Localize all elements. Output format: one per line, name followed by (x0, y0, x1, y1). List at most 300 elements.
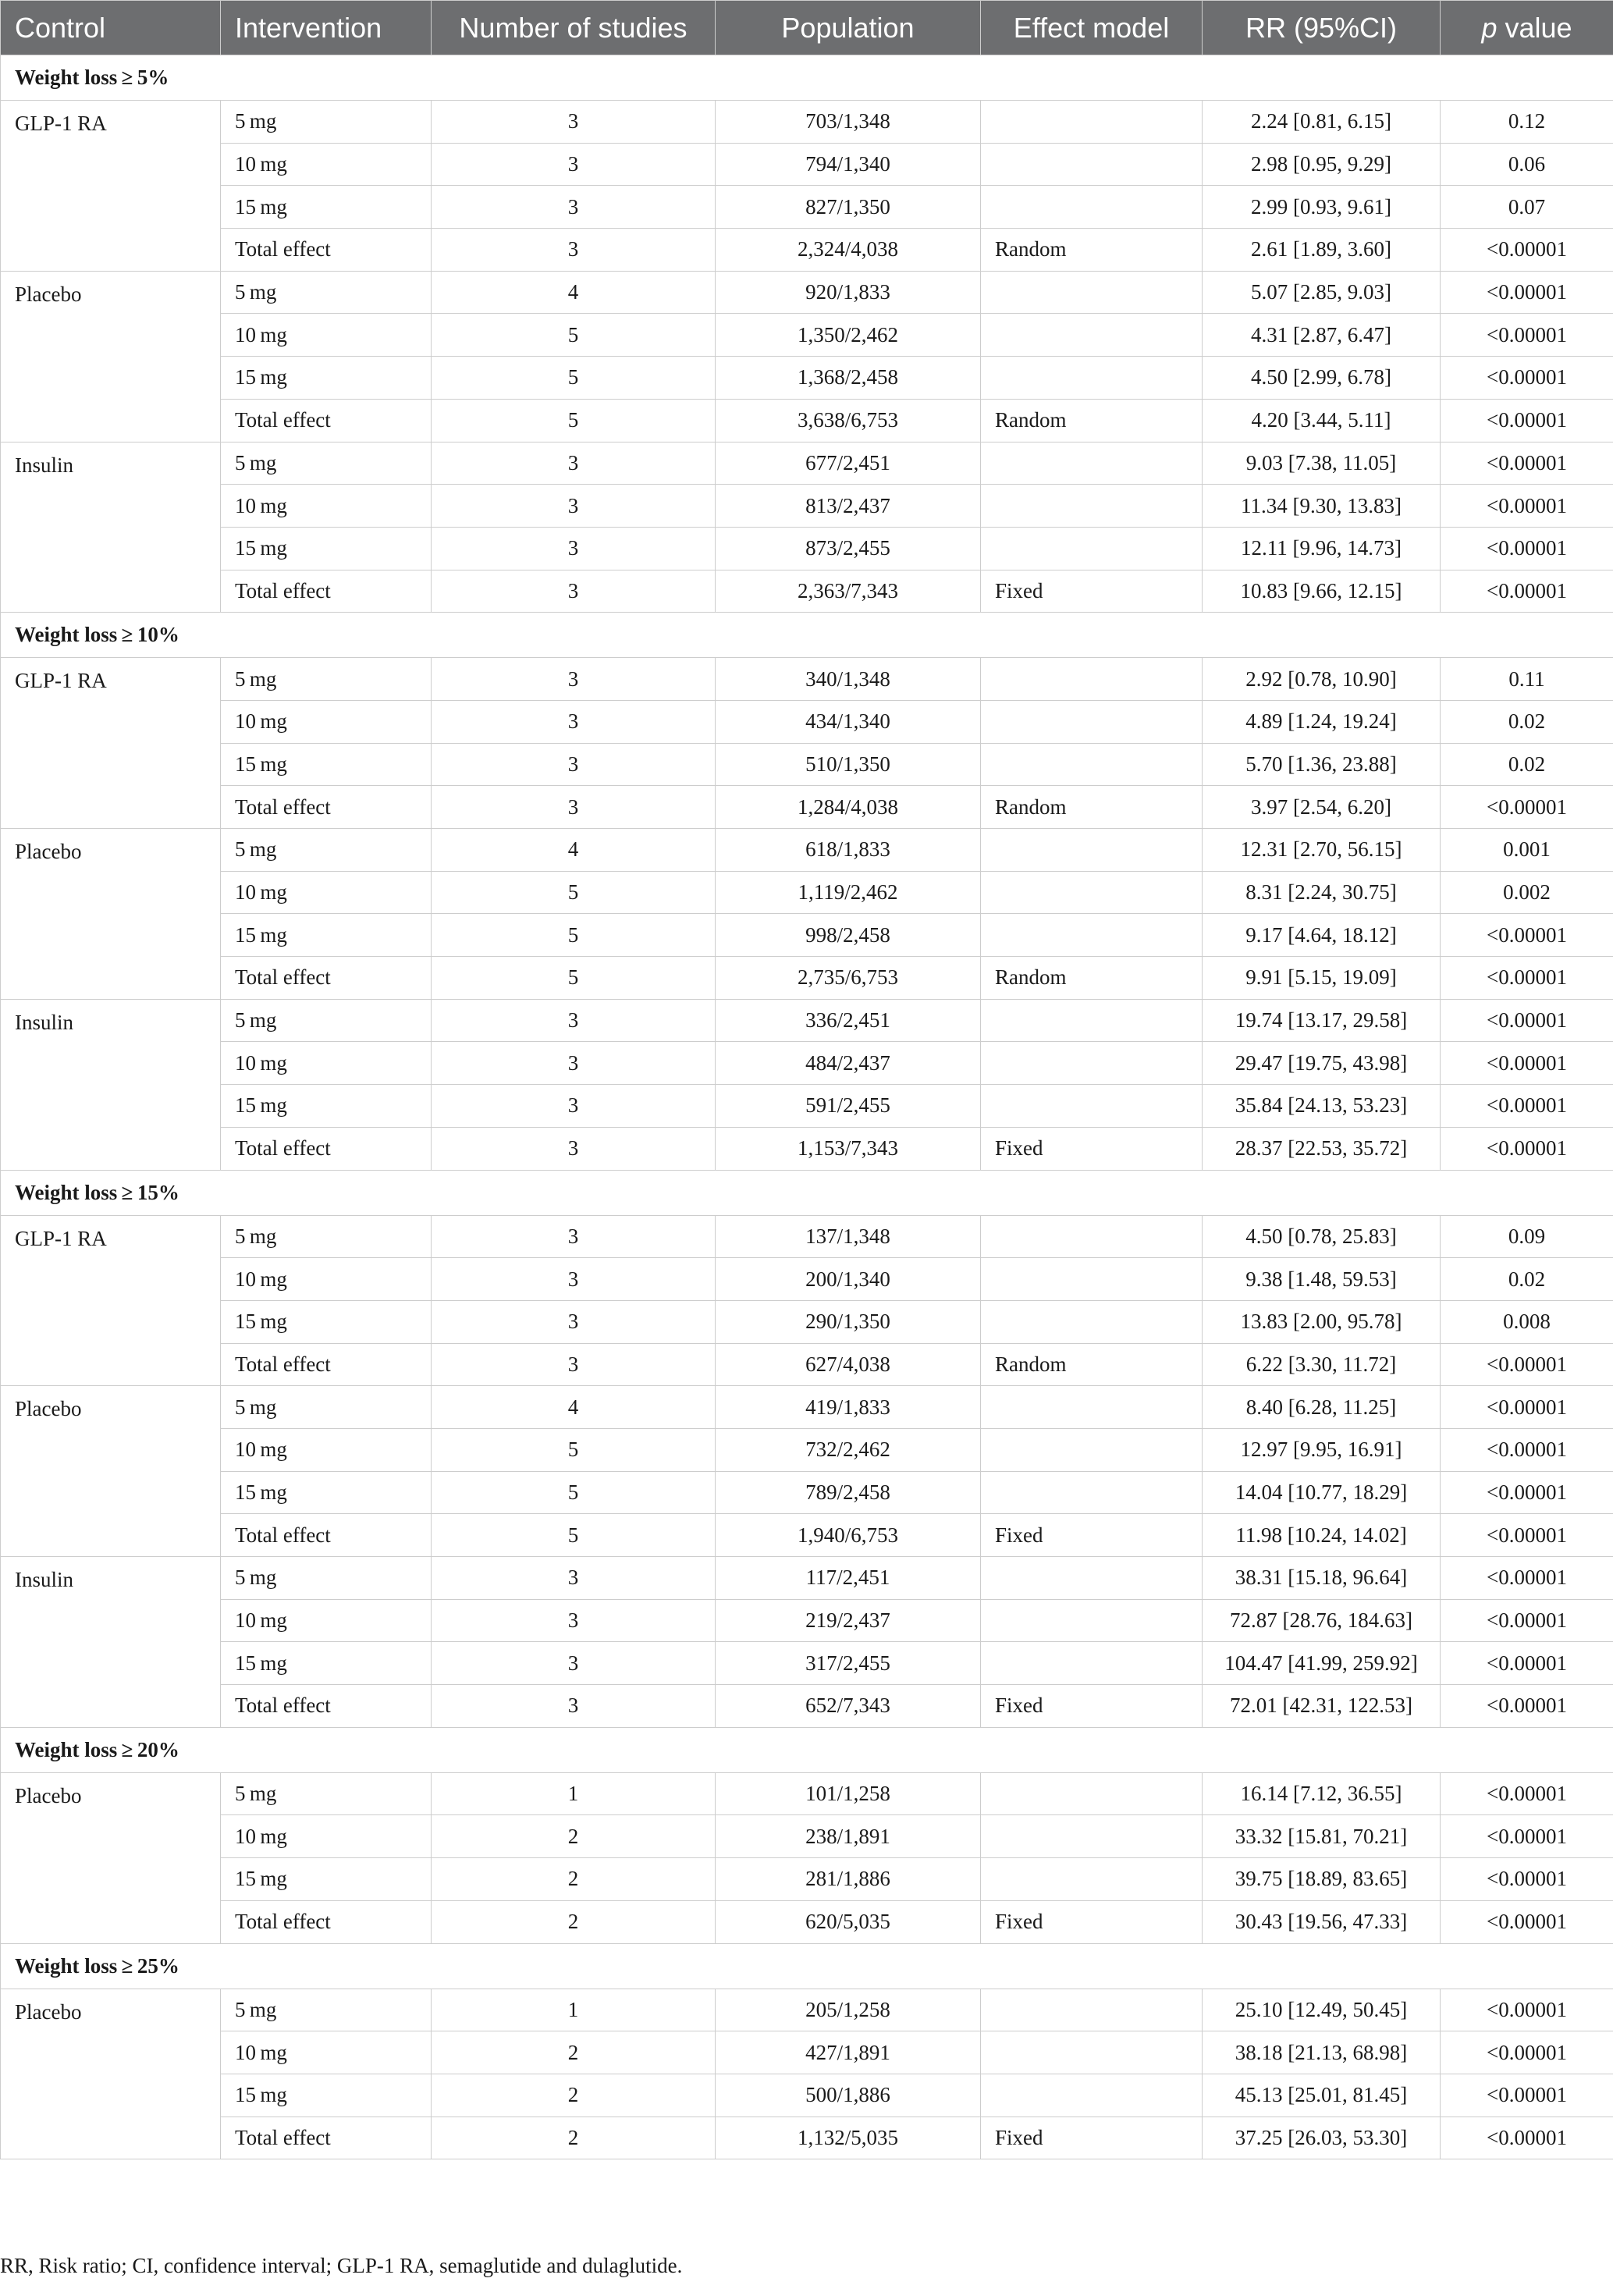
table-row (1, 1127, 1613, 1170)
studies-cell: 2 (432, 1815, 716, 1858)
studies-cell: 3 (432, 1042, 716, 1085)
intervention-cell: 10 mg (221, 700, 432, 743)
studies-cell: 3 (432, 1685, 716, 1728)
intervention-cell: 10 mg (221, 1258, 432, 1301)
rr-cell: 4.50 [2.99, 6.78] (1203, 357, 1441, 400)
table-row (1, 658, 1613, 701)
rr-cell: 3.97 [2.54, 6.20] (1203, 786, 1441, 829)
rr-cell: 35.84 [24.13, 53.23] (1203, 1085, 1441, 1128)
rr-cell: 45.13 [25.01, 81.45] (1203, 2074, 1441, 2117)
table-row (1, 700, 1613, 743)
effect-model-cell (981, 743, 1203, 786)
effect-model-cell (981, 1599, 1203, 1642)
intervention-cell: 5 mg (221, 1772, 432, 1815)
studies-cell: 2 (432, 2117, 716, 2159)
intervention-cell: 15 mg (221, 1642, 432, 1685)
rr-cell: 2.24 [0.81, 6.15] (1203, 101, 1441, 144)
intervention-cell: 5 mg (221, 1989, 432, 2031)
p-value-cell: <0.00001 (1441, 1042, 1613, 1085)
intervention-cell: 15 mg (221, 2074, 432, 2117)
control-cell: Placebo (1, 829, 221, 1000)
population-cell: 827/1,350 (716, 186, 981, 229)
table-row (1, 485, 1613, 528)
rr-cell: 33.32 [15.81, 70.21] (1203, 1815, 1441, 1858)
intervention-cell: 10 mg (221, 1042, 432, 1085)
rr-cell: 8.31 [2.24, 30.75] (1203, 871, 1441, 914)
effect-model-cell (981, 1557, 1203, 1600)
intervention-cell: 5 mg (221, 442, 432, 485)
population-cell: 1,350/2,462 (716, 314, 981, 357)
population-cell: 238/1,891 (716, 1815, 981, 1858)
effect-model-cell (981, 357, 1203, 400)
p-value-cell: <0.00001 (1441, 1900, 1613, 1943)
table-row (1, 143, 1613, 186)
rr-cell: 2.99 [0.93, 9.61] (1203, 186, 1441, 229)
table-row (1, 1215, 1613, 1258)
intervention-cell: 10 mg (221, 1815, 432, 1858)
rr-cell: 2.61 [1.89, 3.60] (1203, 229, 1441, 272)
p-value-cell: 0.02 (1441, 743, 1613, 786)
studies-cell: 3 (432, 527, 716, 570)
studies-cell: 3 (432, 1258, 716, 1301)
studies-cell: 1 (432, 1989, 716, 2031)
population-cell: 340/1,348 (716, 658, 981, 701)
population-cell: 427/1,891 (716, 2031, 981, 2074)
population-cell: 620/5,035 (716, 1900, 981, 1943)
effect-model-cell: Fixed (981, 2117, 1203, 2159)
p-value-cell: <0.00001 (1441, 957, 1613, 1000)
intervention-cell: 15 mg (221, 527, 432, 570)
table-row (1, 1685, 1613, 1728)
effect-model-cell: Fixed (981, 1127, 1203, 1170)
effect-model-cell (981, 1642, 1203, 1685)
intervention-cell: Total effect (221, 1343, 432, 1386)
col-header-rr: RR (95%CI) (1203, 1, 1441, 55)
p-value-cell: 0.002 (1441, 871, 1613, 914)
studies-cell: 3 (432, 101, 716, 144)
population-cell: 419/1,833 (716, 1386, 981, 1429)
intervention-cell: 15 mg (221, 357, 432, 400)
rr-cell: 4.89 [1.24, 19.24] (1203, 700, 1441, 743)
rr-cell: 9.91 [5.15, 19.09] (1203, 957, 1441, 1000)
studies-cell: 5 (432, 1514, 716, 1557)
effect-model-cell: Fixed (981, 570, 1203, 613)
studies-cell: 3 (432, 1215, 716, 1258)
intervention-cell: 15 mg (221, 1471, 432, 1514)
control-cell: GLP-1 RA (1, 658, 221, 829)
studies-cell: 3 (432, 700, 716, 743)
studies-cell: 5 (432, 957, 716, 1000)
table-row (1, 442, 1613, 485)
intervention-cell: 15 mg (221, 743, 432, 786)
control-cell: Placebo (1, 271, 221, 442)
rr-cell: 4.31 [2.87, 6.47] (1203, 314, 1441, 357)
studies-cell: 4 (432, 1386, 716, 1429)
p-value-cell: 0.06 (1441, 143, 1613, 186)
studies-cell: 3 (432, 1300, 716, 1343)
rr-cell: 25.10 [12.49, 50.45] (1203, 1989, 1441, 2031)
rr-cell: 38.18 [21.13, 68.98] (1203, 2031, 1441, 2074)
table-row (1, 1085, 1613, 1128)
intervention-cell: 10 mg (221, 871, 432, 914)
effect-model-cell: Fixed (981, 1685, 1203, 1728)
population-cell: 117/2,451 (716, 1557, 981, 1600)
rr-cell: 9.03 [7.38, 11.05] (1203, 442, 1441, 485)
control-cell: Placebo (1, 1989, 221, 2159)
p-value-cell: <0.00001 (1441, 485, 1613, 528)
intervention-cell: 15 mg (221, 1858, 432, 1901)
table-row (1, 2074, 1613, 2117)
control-cell: GLP-1 RA (1, 101, 221, 272)
p-value-cell: <0.00001 (1441, 1772, 1613, 1815)
effect-model-cell (981, 1815, 1203, 1858)
population-cell: 1,119/2,462 (716, 871, 981, 914)
studies-cell: 3 (432, 1085, 716, 1128)
p-value-cell: <0.00001 (1441, 1685, 1613, 1728)
table-row (1, 1042, 1613, 1085)
studies-cell: 3 (432, 1127, 716, 1170)
p-value-cell: <0.00001 (1441, 914, 1613, 957)
p-value-cell: <0.00001 (1441, 999, 1613, 1042)
effect-model-cell (981, 1858, 1203, 1901)
population-cell: 1,284/4,038 (716, 786, 981, 829)
control-cell: Insulin (1, 1557, 221, 1728)
population-cell: 2,363/7,343 (716, 570, 981, 613)
population-cell: 2,735/6,753 (716, 957, 981, 1000)
p-value-cell: 0.11 (1441, 658, 1613, 701)
col-header-studies: Number of studies (432, 1, 716, 55)
rr-cell: 13.83 [2.00, 95.78] (1203, 1300, 1441, 1343)
table-row (1, 1428, 1613, 1471)
group-header-row (1, 1727, 1613, 1772)
p-value-cell: 0.09 (1441, 1215, 1613, 1258)
population-cell: 998/2,458 (716, 914, 981, 957)
p-value-cell: <0.00001 (1441, 1085, 1613, 1128)
rr-cell: 5.70 [1.36, 23.88] (1203, 743, 1441, 786)
population-cell: 1,132/5,035 (716, 2117, 981, 2159)
control-cell: Insulin (1, 442, 221, 613)
p-value-cell: <0.00001 (1441, 2117, 1613, 2159)
table-row (1, 914, 1613, 957)
studies-cell: 3 (432, 1343, 716, 1386)
effect-model-cell (981, 1471, 1203, 1514)
effect-model-cell (981, 1772, 1203, 1815)
group-header-row (1, 1943, 1613, 1989)
population-cell: 219/2,437 (716, 1599, 981, 1642)
effect-model-cell (981, 2074, 1203, 2117)
p-value-cell: <0.00001 (1441, 527, 1613, 570)
intervention-cell: 10 mg (221, 485, 432, 528)
p-value-cell: <0.00001 (1441, 271, 1613, 314)
col-header-intervention: Intervention (221, 1, 432, 55)
table-row (1, 1772, 1613, 1815)
effect-model-cell (981, 1258, 1203, 1301)
population-cell: 618/1,833 (716, 829, 981, 872)
table-row (1, 357, 1613, 400)
group-title: Weight loss ≥ 25% (1, 1943, 1613, 1989)
table-row (1, 271, 1613, 314)
rr-cell: 5.07 [2.85, 9.03] (1203, 271, 1441, 314)
population-cell: 591/2,455 (716, 1085, 981, 1128)
population-cell: 290/1,350 (716, 1300, 981, 1343)
col-header-population: Population (716, 1, 981, 55)
control-cell: Insulin (1, 999, 221, 1170)
studies-cell: 3 (432, 658, 716, 701)
control-cell: Placebo (1, 1386, 221, 1557)
p-value-cell: 0.02 (1441, 700, 1613, 743)
rr-cell: 11.34 [9.30, 13.83] (1203, 485, 1441, 528)
population-cell: 205/1,258 (716, 1989, 981, 2031)
studies-cell: 2 (432, 2074, 716, 2117)
intervention-cell: 5 mg (221, 271, 432, 314)
table-row (1, 527, 1613, 570)
population-cell: 484/2,437 (716, 1042, 981, 1085)
population-cell: 1,153/7,343 (716, 1127, 981, 1170)
population-cell: 317/2,455 (716, 1642, 981, 1685)
studies-cell: 1 (432, 1772, 716, 1815)
population-cell: 3,638/6,753 (716, 399, 981, 442)
table-row (1, 1471, 1613, 1514)
rr-cell: 2.98 [0.95, 9.29] (1203, 143, 1441, 186)
studies-cell: 3 (432, 999, 716, 1042)
table-row (1, 1300, 1613, 1343)
effect-model-cell (981, 485, 1203, 528)
population-cell: 813/2,437 (716, 485, 981, 528)
table-row (1, 314, 1613, 357)
p-value-cell: <0.00001 (1441, 786, 1613, 829)
footnote: RR, Risk ratio; CI, confidence interval; GLP-1 RA, semaglutide and dulaglutide. (0, 2254, 683, 2277)
p-value-cell: <0.00001 (1441, 1642, 1613, 1685)
studies-cell: 5 (432, 1471, 716, 1514)
rr-cell: 29.47 [19.75, 43.98] (1203, 1042, 1441, 1085)
population-cell: 1,940/6,753 (716, 1514, 981, 1557)
studies-cell: 3 (432, 186, 716, 229)
intervention-cell: 15 mg (221, 1300, 432, 1343)
intervention-cell: 15 mg (221, 1085, 432, 1128)
table-header (1, 1, 1613, 55)
effect-model-cell (981, 314, 1203, 357)
population-cell: 200/1,340 (716, 1258, 981, 1301)
effect-model-cell (981, 914, 1203, 957)
intervention-cell: 15 mg (221, 186, 432, 229)
rr-cell: 39.75 [18.89, 83.65] (1203, 1858, 1441, 1901)
population-cell: 434/1,340 (716, 700, 981, 743)
col-header-control: Control (1, 1, 221, 55)
intervention-cell: Total effect (221, 229, 432, 272)
intervention-cell: Total effect (221, 2117, 432, 2159)
effect-model-cell (981, 1428, 1203, 1471)
studies-cell: 3 (432, 485, 716, 528)
rr-cell: 12.11 [9.96, 14.73] (1203, 527, 1441, 570)
intervention-cell: Total effect (221, 1514, 432, 1557)
population-cell: 2,324/4,038 (716, 229, 981, 272)
studies-cell: 5 (432, 399, 716, 442)
p-value-cell: <0.00001 (1441, 1428, 1613, 1471)
effect-model-cell: Fixed (981, 1514, 1203, 1557)
effect-model-cell (981, 2031, 1203, 2074)
group-header-row (1, 613, 1613, 658)
effect-model-cell (981, 101, 1203, 144)
intervention-cell: 15 mg (221, 914, 432, 957)
rr-cell: 11.98 [10.24, 14.02] (1203, 1514, 1441, 1557)
studies-cell: 5 (432, 914, 716, 957)
p-value-cell: 0.07 (1441, 186, 1613, 229)
studies-cell: 3 (432, 1557, 716, 1600)
rr-cell: 38.31 [15.18, 96.64] (1203, 1557, 1441, 1600)
group-title: Weight loss ≥ 15% (1, 1170, 1613, 1215)
studies-cell: 2 (432, 1900, 716, 1943)
effect-model-cell: Random (981, 1343, 1203, 1386)
intervention-cell: 10 mg (221, 143, 432, 186)
studies-cell: 5 (432, 314, 716, 357)
control-cell: GLP-1 RA (1, 1215, 221, 1386)
effect-model-cell: Random (981, 786, 1203, 829)
table-row (1, 957, 1613, 1000)
table-row (1, 1642, 1613, 1685)
rr-cell: 14.04 [10.77, 18.29] (1203, 1471, 1441, 1514)
effect-model-cell (981, 1989, 1203, 2031)
table-row (1, 1386, 1613, 1429)
rr-cell: 6.22 [3.30, 11.72] (1203, 1343, 1441, 1386)
intervention-cell: Total effect (221, 957, 432, 1000)
rr-cell: 72.87 [28.76, 184.63] (1203, 1599, 1441, 1642)
population-cell: 101/1,258 (716, 1772, 981, 1815)
p-value-cell: <0.00001 (1441, 1989, 1613, 2031)
p-value-cell: <0.00001 (1441, 442, 1613, 485)
rr-cell: 19.74 [13.17, 29.58] (1203, 999, 1441, 1042)
effect-model-cell (981, 871, 1203, 914)
population-cell: 281/1,886 (716, 1858, 981, 1901)
effect-model-cell (981, 527, 1203, 570)
table-row (1, 871, 1613, 914)
header-row (1, 1, 1613, 55)
p-value-cell: 0.12 (1441, 101, 1613, 144)
table-row (1, 1815, 1613, 1858)
studies-cell: 3 (432, 786, 716, 829)
population-cell: 789/2,458 (716, 1471, 981, 1514)
population-cell: 500/1,886 (716, 2074, 981, 2117)
intervention-cell: Total effect (221, 1685, 432, 1728)
table-row (1, 1900, 1613, 1943)
table-row (1, 399, 1613, 442)
rr-cell: 2.92 [0.78, 10.90] (1203, 658, 1441, 701)
population-cell: 627/4,038 (716, 1343, 981, 1386)
table-row (1, 570, 1613, 613)
intervention-cell: 5 mg (221, 999, 432, 1042)
effect-model-cell (981, 1215, 1203, 1258)
studies-cell: 4 (432, 829, 716, 872)
table-row (1, 2031, 1613, 2074)
group-header-row (1, 1170, 1613, 1215)
rr-cell: 4.50 [0.78, 25.83] (1203, 1215, 1441, 1258)
studies-cell: 5 (432, 1428, 716, 1471)
population-cell: 1,368/2,458 (716, 357, 981, 400)
studies-cell: 3 (432, 743, 716, 786)
rr-cell: 9.38 [1.48, 59.53] (1203, 1258, 1441, 1301)
studies-cell: 3 (432, 1599, 716, 1642)
intervention-cell: Total effect (221, 786, 432, 829)
intervention-cell: 10 mg (221, 1599, 432, 1642)
intervention-cell: 5 mg (221, 1557, 432, 1600)
population-cell: 873/2,455 (716, 527, 981, 570)
intervention-cell: 5 mg (221, 658, 432, 701)
effect-model-cell (981, 143, 1203, 186)
effect-model-cell: Fixed (981, 1900, 1203, 1943)
p-symbol: p (1481, 11, 1498, 44)
table-row (1, 829, 1613, 872)
population-cell: 677/2,451 (716, 442, 981, 485)
population-cell: 920/1,833 (716, 271, 981, 314)
group-header-row (1, 55, 1613, 101)
table-row (1, 1343, 1613, 1386)
p-value-cell: <0.00001 (1441, 1386, 1613, 1429)
rr-cell: 104.47 [41.99, 259.92] (1203, 1642, 1441, 1685)
rr-cell: 16.14 [7.12, 36.55] (1203, 1772, 1441, 1815)
population-cell: 703/1,348 (716, 101, 981, 144)
p-value-cell: <0.00001 (1441, 1557, 1613, 1600)
population-cell: 336/2,451 (716, 999, 981, 1042)
p-value-cell: <0.00001 (1441, 1127, 1613, 1170)
effect-model-cell (981, 186, 1203, 229)
rr-cell: 9.17 [4.64, 18.12] (1203, 914, 1441, 957)
table-row (1, 1989, 1613, 2031)
p-value-cell: <0.00001 (1441, 2031, 1613, 2074)
p-value-label: value (1497, 11, 1572, 44)
effect-model-cell (981, 1042, 1203, 1085)
effect-model-cell (981, 999, 1203, 1042)
rr-cell: 10.83 [9.66, 12.15] (1203, 570, 1441, 613)
population-cell: 137/1,348 (716, 1215, 981, 1258)
effect-model-cell (981, 658, 1203, 701)
intervention-cell: 5 mg (221, 101, 432, 144)
table-row (1, 2117, 1613, 2159)
rr-cell: 30.43 [19.56, 47.33] (1203, 1900, 1441, 1943)
studies-cell: 3 (432, 143, 716, 186)
studies-cell: 3 (432, 442, 716, 485)
rr-cell: 72.01 [42.31, 122.53] (1203, 1685, 1441, 1728)
control-cell: Placebo (1, 1772, 221, 1943)
population-cell: 510/1,350 (716, 743, 981, 786)
studies-cell: 4 (432, 271, 716, 314)
studies-cell: 5 (432, 871, 716, 914)
p-value-cell: <0.00001 (1441, 357, 1613, 400)
intervention-cell: 5 mg (221, 1215, 432, 1258)
population-cell: 652/7,343 (716, 1685, 981, 1728)
p-value-cell: <0.00001 (1441, 1471, 1613, 1514)
effect-model-cell (981, 829, 1203, 872)
rr-cell: 8.40 [6.28, 11.25] (1203, 1386, 1441, 1429)
table-row (1, 999, 1613, 1042)
intervention-cell: 5 mg (221, 1386, 432, 1429)
studies-cell: 3 (432, 570, 716, 613)
table-row (1, 786, 1613, 829)
table-body (1, 55, 1613, 2159)
table-row (1, 229, 1613, 272)
intervention-cell: Total effect (221, 1127, 432, 1170)
rr-cell: 12.31 [2.70, 56.15] (1203, 829, 1441, 872)
effect-model-cell (981, 700, 1203, 743)
table-row (1, 743, 1613, 786)
group-title: Weight loss ≥ 5% (1, 55, 1613, 101)
p-value-cell: <0.00001 (1441, 1599, 1613, 1642)
intervention-cell: 5 mg (221, 829, 432, 872)
effect-model-cell (981, 1085, 1203, 1128)
effect-model-cell (981, 1386, 1203, 1429)
p-value-cell: <0.00001 (1441, 314, 1613, 357)
rr-cell: 37.25 [26.03, 53.30] (1203, 2117, 1441, 2159)
group-title: Weight loss ≥ 20% (1, 1727, 1613, 1772)
studies-cell: 5 (432, 357, 716, 400)
